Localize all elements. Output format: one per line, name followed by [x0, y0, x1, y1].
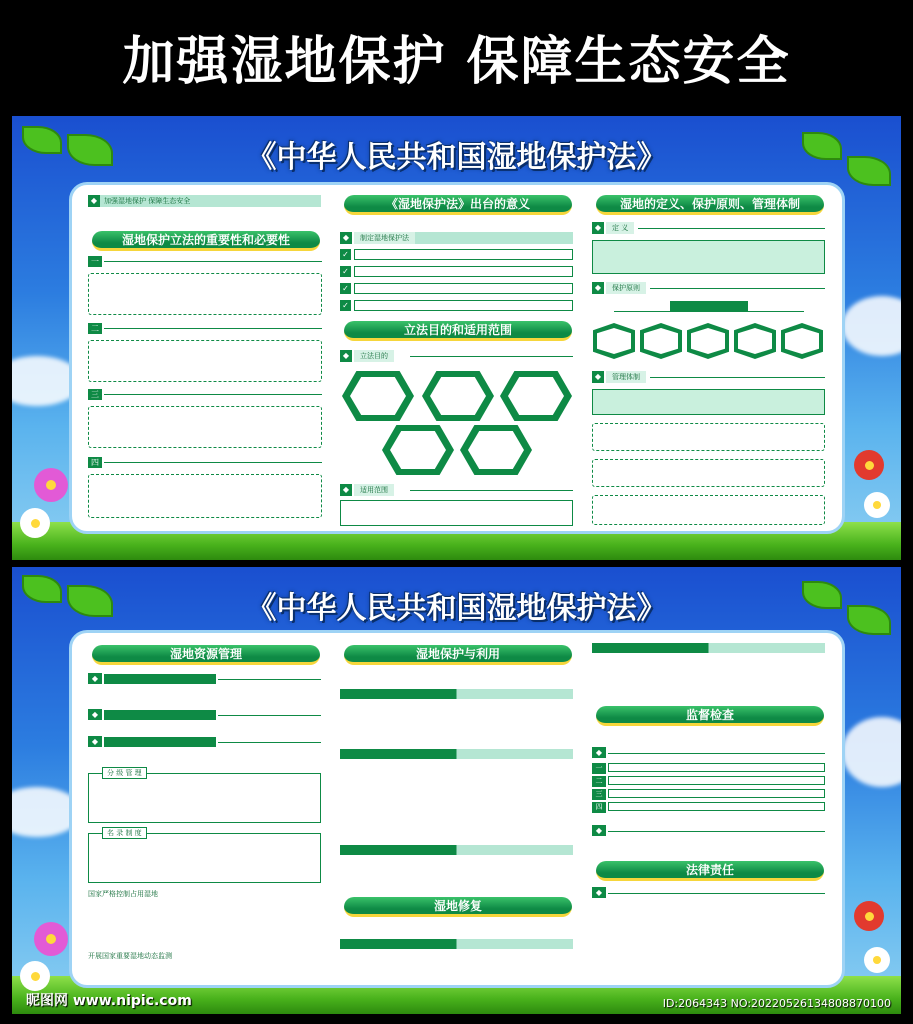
flower-icon: [34, 922, 68, 956]
flower-icon: [20, 508, 50, 538]
section-number: 一: [88, 256, 102, 267]
item-number: 四: [592, 802, 606, 813]
restoration-pill: 湿地修复: [344, 897, 572, 917]
section-number: 四: [88, 457, 102, 468]
liability-pill: 法律责任: [596, 861, 824, 881]
diamond-icon: ◆: [592, 747, 606, 758]
flower-icon: [864, 947, 890, 973]
principle-shield: [687, 323, 729, 359]
column-1: [88, 633, 323, 983]
protection-pill: 湿地保护与利用: [344, 645, 572, 665]
section-number: 二: [88, 323, 102, 334]
diamond-icon: ◆: [88, 673, 102, 684]
law-tag-label: 制定湿地保护法: [354, 232, 415, 244]
hexagon-frame: [342, 371, 414, 421]
item-number: 一: [592, 763, 606, 774]
resource-pill: 湿地资源管理: [92, 645, 320, 665]
check-icon: ✓: [340, 249, 351, 260]
diamond-icon: ◆: [340, 484, 352, 496]
purpose-tag: [340, 350, 394, 362]
content-bar: [340, 939, 573, 949]
diamond-icon: ◆: [340, 232, 352, 244]
content-box: [592, 423, 825, 451]
item-number: 二: [592, 776, 606, 787]
note-text: 国家严格控制占用湿地: [88, 890, 158, 898]
scope-tag: [340, 484, 394, 496]
content-box: [88, 340, 322, 382]
content-bar: [340, 749, 573, 759]
system-box: [592, 389, 825, 415]
hexagon-frame: [422, 371, 494, 421]
column-3: [592, 185, 827, 525]
flower-icon: [20, 961, 50, 991]
system-tag: [592, 371, 825, 383]
content-bar: [340, 689, 573, 699]
board-bottom: [12, 567, 901, 1014]
hexagon-frame: [500, 371, 572, 421]
item-number: 三: [592, 789, 606, 800]
hexagon-frame: [460, 425, 532, 475]
diamond-icon: ◆: [88, 709, 102, 720]
board-top: [12, 116, 901, 560]
flower-icon: [34, 468, 68, 502]
grading-box: [88, 773, 321, 823]
diamond-icon: ◆: [592, 282, 604, 294]
system-tag-label: 管理体制: [606, 371, 646, 383]
diamond-icon: ◆: [592, 887, 606, 898]
definition-box: [592, 240, 825, 274]
scope-box: [340, 500, 573, 526]
grading-label: 分 级 管 理: [102, 767, 147, 779]
content-bar: [340, 845, 573, 855]
check-icon: ✓: [340, 266, 351, 277]
content-panel: [69, 182, 845, 534]
directory-label: 名 录 制 度: [102, 827, 147, 839]
definition-pill: 湿地的定义、保护原则、管理体制: [596, 195, 824, 215]
significance-pill: 《湿地保护法》出台的意义: [344, 195, 572, 215]
hexagon-frame: [382, 425, 454, 475]
principle-shield: [734, 323, 776, 359]
check-icon: ✓: [340, 300, 351, 311]
law-title: 《中华人民共和国湿地保护法》: [246, 140, 667, 175]
content-box: [592, 459, 825, 487]
watermark-logo: 昵图网 www.nipic.com: [26, 993, 192, 1009]
scope-tag-label: 适用范围: [354, 484, 394, 496]
purpose-pill: 立法目的和适用范围: [344, 321, 572, 341]
column-3: [592, 633, 827, 983]
content-box: [88, 406, 322, 448]
intro-tag-label: 加强湿地保护 保障生态安全: [104, 197, 191, 205]
main-title: 加强湿地保护 保障生态安全: [122, 31, 791, 92]
flower-icon: [854, 901, 884, 931]
supervision-pill: 监督检查: [596, 706, 824, 726]
law-tag: [340, 232, 573, 244]
content-box: [592, 495, 825, 525]
content-box: [88, 273, 322, 315]
diamond-icon: ◆: [592, 222, 604, 234]
diamond-icon: ◆: [88, 736, 102, 747]
principle-tag: [592, 282, 825, 294]
principle-shield: [781, 323, 823, 359]
purpose-tag-label: 立法目的: [354, 350, 394, 362]
diamond-icon: ◆: [592, 825, 606, 836]
column-2: [340, 185, 575, 525]
column-2: [340, 633, 575, 983]
section-number: 三: [88, 389, 102, 400]
diamond-icon: ◆: [340, 350, 352, 362]
intro-tag: [88, 195, 323, 207]
directory-box: [88, 833, 321, 883]
flower-icon: [864, 492, 890, 518]
law-title: 《中华人民共和国湿地保护法》: [246, 591, 667, 626]
principle-shield: [640, 323, 682, 359]
content-bar: [592, 643, 825, 653]
definition-tag: [592, 222, 825, 234]
diamond-icon: ◆: [592, 371, 604, 383]
flower-icon: [854, 450, 884, 480]
watermark-id: ID:2064343 NO:20220526134808870100: [662, 997, 891, 1010]
content-panel: [69, 630, 845, 988]
definition-tag-label: 定 义: [606, 222, 634, 234]
check-icon: ✓: [340, 283, 351, 294]
note-text: 开展国家重要湿地动态监测: [88, 952, 172, 960]
principle-tag-label: 保护原则: [606, 282, 646, 294]
diamond-icon: ◆: [88, 195, 100, 207]
importance-pill: 湿地保护立法的重要性和必要性: [92, 231, 320, 251]
content-box: [88, 474, 322, 518]
principle-shield: [593, 323, 635, 359]
column-1: [88, 185, 323, 525]
